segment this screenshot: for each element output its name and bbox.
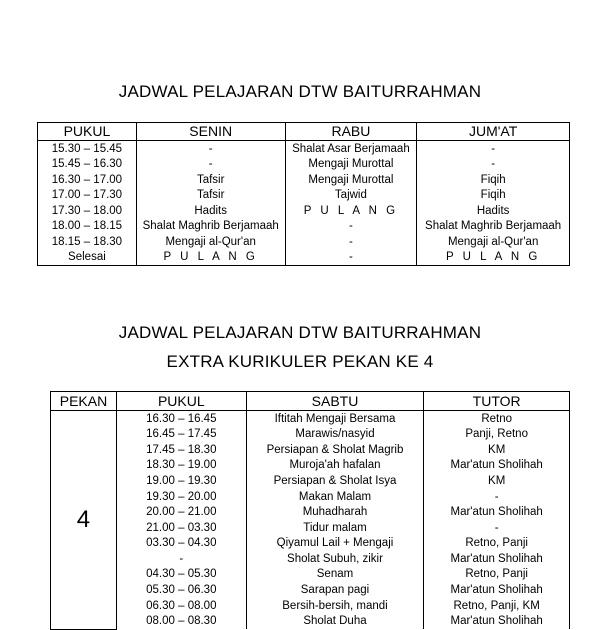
table-cell: Hadits	[417, 203, 570, 219]
table-cell: 19.30 – 20.00	[116, 489, 246, 505]
table-cell: KM	[424, 473, 570, 489]
table-cell: 08.00 – 08.30	[116, 614, 246, 630]
schedule2-table	[50, 391, 570, 630]
table-cell: Mengaji Murottal	[285, 172, 417, 188]
table-cell: 18.15 – 18.30	[38, 234, 137, 250]
schedule2-title: JADWAL PELAJARAN DTW BAITURRAHMAN	[118, 323, 482, 342]
table-cell: Sholat Duha	[246, 614, 424, 630]
table-cell: 17.30 – 18.00	[38, 203, 137, 219]
table-cell: -	[116, 551, 246, 567]
schedule1-title: JADWAL PELAJARAN DTW BAITURRAHMAN	[118, 82, 482, 101]
pekan-number: 4	[51, 411, 117, 630]
table-row	[38, 188, 570, 204]
table-row	[38, 141, 570, 157]
table-row	[51, 505, 570, 521]
table-cell: Makan Malam	[246, 489, 424, 505]
column-header: RABU	[285, 123, 417, 141]
table-cell: Tajwid	[285, 188, 417, 204]
table-cell: Shalat Maghrib Berjamaah	[417, 219, 570, 235]
table-cell: 15.30 – 15.45	[38, 141, 137, 157]
table-cell: 18.00 – 18.15	[38, 219, 137, 235]
table-cell: -	[285, 250, 417, 266]
table-cell: Mengaji al-Qur'an	[417, 234, 570, 250]
table-cell: 05.30 – 06.30	[116, 583, 246, 599]
table-cell: 17.45 – 18.30	[116, 442, 246, 458]
table-cell: Persiapan & Sholat Isya	[246, 473, 424, 489]
table-cell: -	[417, 157, 570, 173]
table-row	[51, 427, 570, 443]
table-row	[51, 598, 570, 614]
table-cell: 18.30 – 19.00	[116, 458, 246, 474]
table-cell: Retno	[424, 411, 570, 427]
table-cell: Retno, Panji, KM	[424, 598, 570, 614]
table-cell: -	[285, 234, 417, 250]
table-row	[51, 551, 570, 567]
column-header: PUKUL	[38, 123, 137, 141]
table-cell: P U L A N G	[136, 250, 285, 266]
table-header-row	[51, 392, 570, 411]
table-cell: Retno, Panji	[424, 536, 570, 552]
table-cell: 16.30 – 17.00	[38, 172, 137, 188]
table-row	[51, 411, 570, 427]
table-row	[51, 520, 570, 536]
table-cell: 04.30 – 05.30	[116, 567, 246, 583]
table-cell: Retno, Panji	[424, 567, 570, 583]
table-cell: Qiyamul Lail + Mengaji	[246, 536, 424, 552]
table-cell: Iftitah Mengaji Bersama	[246, 411, 424, 427]
table-cell: Mengaji Murottal	[285, 157, 417, 173]
table-cell: Fiqih	[417, 188, 570, 204]
table-cell: Sarapan pagi	[246, 583, 424, 599]
table-cell: P U L A N G	[417, 250, 570, 266]
table-cell: 21.00 – 03.30	[116, 520, 246, 536]
table-cell: Mar'atun Sholihah	[424, 458, 570, 474]
table-row	[38, 219, 570, 235]
table-cell: -	[424, 489, 570, 505]
column-header: TUTOR	[424, 392, 570, 411]
table-cell: -	[136, 157, 285, 173]
table-cell: -	[424, 520, 570, 536]
table-cell: Shalat Asar Berjamaah	[285, 141, 417, 157]
table-row	[51, 567, 570, 583]
table-cell: Sholat Subuh, zikir	[246, 551, 424, 567]
table-cell: Shalat Maghrib Berjamaah	[136, 219, 285, 235]
column-header: PUKUL	[116, 392, 246, 411]
column-header: JUM'AT	[417, 123, 570, 141]
column-header: SABTU	[246, 392, 424, 411]
table-row	[38, 157, 570, 173]
table-cell: Tafsir	[136, 172, 285, 188]
table-cell: 16.30 – 16.45	[116, 411, 246, 427]
table-cell: Mar'atun Sholihah	[424, 505, 570, 521]
table-row	[51, 473, 570, 489]
table-cell: Muroja'ah hafalan	[246, 458, 424, 474]
table-cell: 15.45 – 16.30	[38, 157, 137, 173]
table-cell: 03.30 – 04.30	[116, 536, 246, 552]
table-cell: P U L A N G	[285, 203, 417, 219]
table-row	[51, 442, 570, 458]
table-cell: Tidur malam	[246, 520, 424, 536]
table-row	[38, 203, 570, 219]
table-row	[38, 250, 570, 266]
schedule1-table	[37, 122, 570, 266]
table-cell: Bersih-bersih, mandi	[246, 598, 424, 614]
table-cell: -	[417, 141, 570, 157]
column-header: PEKAN	[51, 392, 117, 411]
table-cell: Tafsir	[136, 188, 285, 204]
table-cell: 16.45 – 17.45	[116, 427, 246, 443]
table-cell: Fiqih	[417, 172, 570, 188]
table-cell: Muhadharah	[246, 505, 424, 521]
table-row	[51, 489, 570, 505]
table-cell: 17.00 – 17.30	[38, 188, 137, 204]
table-cell: KM	[424, 442, 570, 458]
table-cell: -	[285, 219, 417, 235]
table-cell: Mar'atun Sholihah	[424, 583, 570, 599]
table-cell: Mengaji al-Qur'an	[136, 234, 285, 250]
table-cell: Senam	[246, 567, 424, 583]
schedule2-subtitle: EXTRA KURIKULER PEKAN KE 4	[166, 352, 434, 371]
table-row	[51, 614, 570, 630]
table-row	[38, 172, 570, 188]
table-row	[38, 234, 570, 250]
table-cell: Mar'atun Sholihah	[424, 551, 570, 567]
table-row	[51, 583, 570, 599]
table-cell: Mar'atun Sholihah	[424, 614, 570, 630]
table-cell: Panji, Retno	[424, 427, 570, 443]
table-cell: 19.00 – 19.30	[116, 473, 246, 489]
table-cell: Selesai	[38, 250, 137, 266]
table-row	[51, 536, 570, 552]
table-cell: -	[136, 141, 285, 157]
table-cell: 06.30 – 08.00	[116, 598, 246, 614]
table-cell: Persiapan & Sholat Magrib	[246, 442, 424, 458]
column-header: SENIN	[136, 123, 285, 141]
table-row	[51, 458, 570, 474]
table-cell: 20.00 – 21.00	[116, 505, 246, 521]
table-header-row	[38, 123, 570, 141]
table-cell: Hadits	[136, 203, 285, 219]
table-cell: Marawis/nasyid	[246, 427, 424, 443]
